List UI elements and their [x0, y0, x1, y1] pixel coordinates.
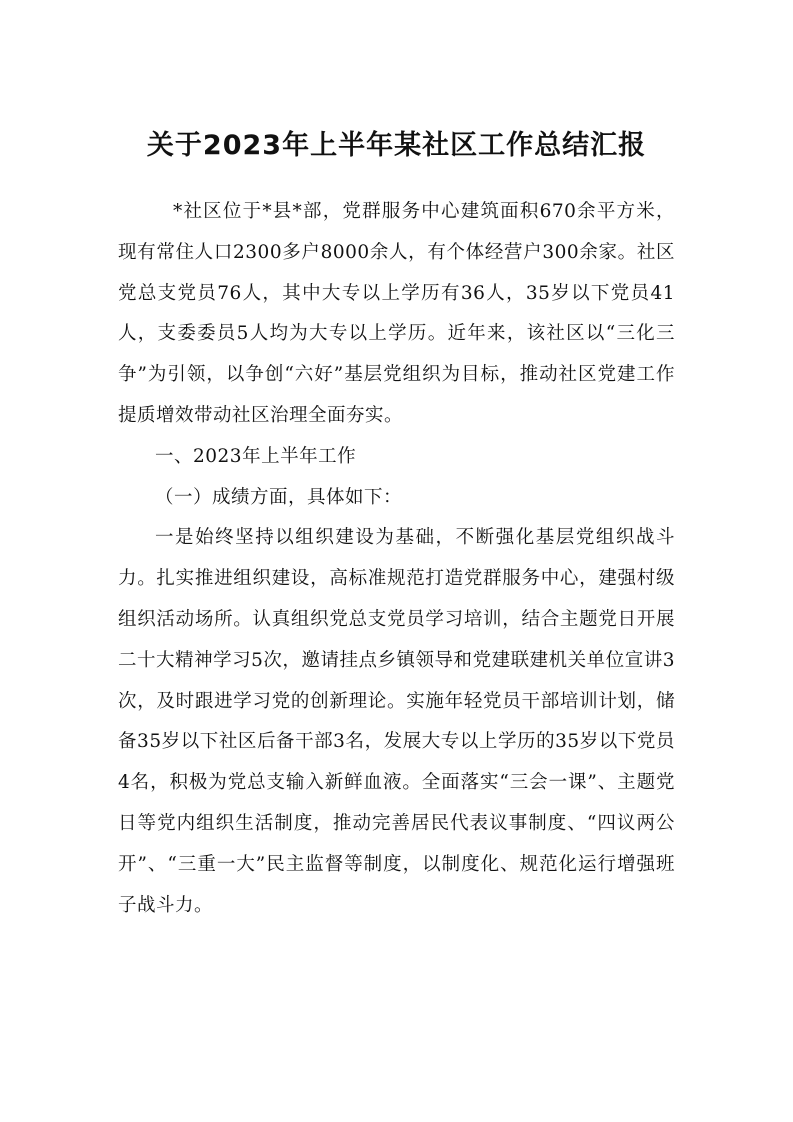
document-title: 关于2023年上半年某社区工作总结汇报 [146, 130, 647, 161]
section-heading: 一、2023年上半年工作 [155, 445, 357, 467]
subsection-heading: （一）成绩方面，具体如下： [155, 486, 403, 508]
document-body [118, 192, 675, 926]
paragraph-intro: *社区位于*县*部，党群服务中心建筑面积670余平方米，现有常住人口2300多户8000余人，有个体经营户300余家。社区党总支党员76人，其中大专以上学历有36人，35岁以下党员41人，支委委员5人均为大专以上学历。近年来，该社区以“三化三争”为引领，以争创“六好”基层党组织为目标，推动社区党建工作提质增效带动社区治理全面夯实。 [118, 201, 675, 426]
paragraph-organization: 一是始终坚持以组织建设为基础，不断强化基层党组织战斗力。扎实推进组织建设，高标准规范打造党群服务中心，建强村级组织活动场所。认真组织党总支党员学习培训，结合主题党日开展二十大精神学习5次，邀请挂点乡镇领导和党建联建机关单位宣讲3次，及时跟进学习党的创新理论。实施年轻党员干部培训计划，储备35岁以下社区后备干部3名，发展大专以上学历的35岁以下党员4名，积极为党总支输入新鲜血液。全面落实“三会一课”、主题党日等党内组织生活制度，推动完善居民代表议事制度、“四议两公开”、“三重一大”民主监督等制度，以制度化、规范化运行增强班子战斗力。 [118, 527, 675, 916]
